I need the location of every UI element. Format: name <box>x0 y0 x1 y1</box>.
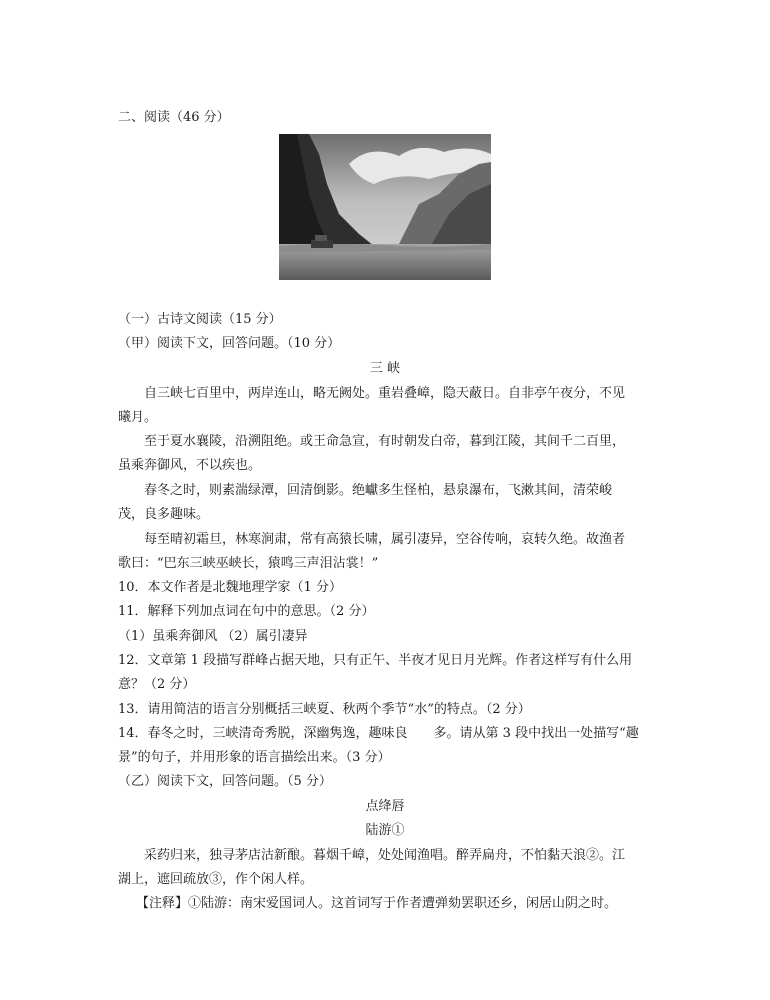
essay-title: 三 峡 <box>369 361 401 376</box>
paragraph-3-line-2: 茂，良多趣味。 <box>118 507 210 522</box>
section-title: 二、阅读（46 分） <box>118 110 230 125</box>
poem-author: 陆游① <box>365 823 405 838</box>
paragraph-2-line-1: 至于夏水襄陵，沿溯阻绝。或王命急宣，有时朝发白帝，暮到江陵，其间千二百里， <box>144 434 626 449</box>
question-14-line-2: 景”的句子，并用形象的语言描绘出来。（3 分） <box>118 750 391 765</box>
question-13: 13．请用简洁的语言分别概括三峡夏、秋两个季节“水”的特点。（2 分） <box>118 702 531 717</box>
question-11: 11．解释下列加点词在句中的意思。（2 分） <box>118 604 375 619</box>
question-12-line-1: 12．文章第 1 段描写群峰占据天地，只有正午、半夜才见日月光辉。作者这样写有什么用 <box>118 653 633 668</box>
three-gorges-photo <box>279 134 491 280</box>
jia-instruction: （甲）阅读下文，回答问题。（10 分） <box>118 336 341 351</box>
question-14-line-1: 14．春冬之时，三峡清奇秀脱，深幽隽逸，趣味良 多。请从第 3 段中找出一处描写“趣 <box>118 726 639 741</box>
poem-title: 点绛唇 <box>365 799 405 814</box>
paragraph-1-line-2: 曦月。 <box>118 410 158 425</box>
paragraph-1-line-1: 自三峡七百里中，两岸连山，略无阙处。重岩叠嶂，隐天蔽日。自非亭午夜分，不见 <box>144 386 626 401</box>
paragraph-2-line-2: 虽乘奔御风，不以疾也。 <box>118 458 262 473</box>
poem-line-1: 采药归来，独寻茅店沽新酿。暮烟千嶂，处处闻渔唱。醉弄扁舟，不怕黏天浪②。江 <box>144 848 626 863</box>
question-12-line-2: 意？（2 分） <box>118 677 196 692</box>
paragraph-4-line-2: 歌曰：“巴东三峡巫峡长，猿鸣三声泪沾裳！” <box>118 556 379 571</box>
yi-instruction: （乙）阅读下文，回答问题。（5 分） <box>118 774 332 789</box>
annotation-note: 【注释】①陆游：南宋爱国词人。这首词写于作者遭弹劾罢职还乡，闲居山阴之时。 <box>136 896 618 911</box>
question-11-items: （1）虽乘奔御风 （2）属引凄异 <box>118 629 308 644</box>
part1-heading: （一）古诗文阅读（15 分） <box>118 312 282 327</box>
question-10: 10．本文作者是北魏地理学家（1 分） <box>118 580 342 595</box>
paragraph-4-line-1: 每至晴初霜旦，林寒涧肃，常有高猿长啸，属引凄异，空谷传响，哀转久绝。故渔者 <box>144 532 626 547</box>
paragraph-3-line-1: 春冬之时，则素湍绿潭，回清倒影。绝巘多生怪柏，悬泉瀑布，飞漱其间，清荣峻 <box>144 483 613 498</box>
poem-line-2: 湖上，遮回疏放③，作个闲人样。 <box>118 872 314 887</box>
